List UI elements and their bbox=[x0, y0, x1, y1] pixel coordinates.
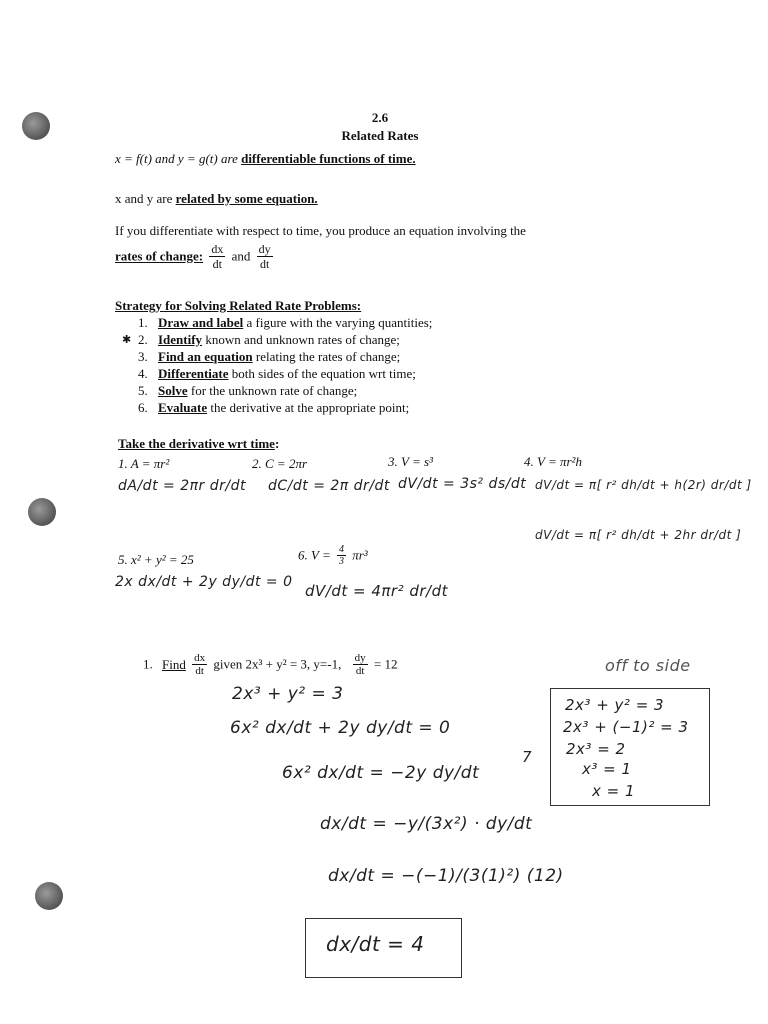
strategy-item-keyword: Differentiate bbox=[158, 366, 229, 381]
work-step-1: 2x³ + y² = 3 bbox=[232, 684, 344, 704]
strategy-item bbox=[138, 349, 432, 366]
hw-answer-2: dC/dt = 2π dr/dt bbox=[268, 478, 390, 494]
example-given: given 2x³ + y² = 3, y=-1, bbox=[213, 656, 342, 672]
strategy-item bbox=[138, 383, 432, 400]
intro-line-2 bbox=[115, 191, 318, 207]
side-step-2: 2x³ + (−1)² = 3 bbox=[563, 718, 689, 736]
rates-line bbox=[115, 242, 276, 271]
side-step-1: 2x³ + y² = 3 bbox=[565, 696, 665, 714]
example-dx-num: dx bbox=[194, 652, 206, 664]
hw-answer-5: 2x dx/dt + 2y dy/dt = 0 bbox=[115, 574, 293, 590]
four-thirds-den: 3 bbox=[338, 556, 344, 567]
strategy-item-number: 1. bbox=[138, 315, 148, 330]
intro-line-3: If you differentiate with respect to time, you produce an equation involving the bbox=[115, 223, 526, 238]
problem-4: 4. V = πr²h bbox=[524, 454, 582, 469]
work-step-3: 6x² dx/dt = −2y dy/dt bbox=[282, 763, 480, 783]
problem-5: 5. x² + y² = 25 bbox=[118, 552, 194, 567]
hw-answer-3: dV/dt = 3s² ds/dt bbox=[398, 476, 527, 492]
side-step-4: x³ = 1 bbox=[582, 760, 632, 778]
example-number: 1. bbox=[143, 656, 153, 672]
example-dx-dt bbox=[192, 652, 207, 677]
hw-answer-1: dA/dt = 2πr dr/dt bbox=[118, 478, 246, 494]
strategy-item bbox=[138, 366, 432, 383]
example-dy-num: dy bbox=[354, 652, 366, 664]
strategy-item-text: for the unknown rate of change; bbox=[187, 383, 358, 398]
punch-hole-bottom bbox=[35, 882, 63, 910]
example-find: Find bbox=[162, 656, 186, 672]
work-step-5: dx/dt = −(−1)/(3(1)²) (12) bbox=[328, 866, 564, 886]
example-value: = 12 bbox=[373, 656, 398, 672]
side-step-5: x = 1 bbox=[592, 782, 636, 800]
example-dy-den: dt bbox=[355, 665, 365, 677]
derivs-title-text: Take the derivative wrt time bbox=[118, 436, 275, 451]
strategy-item-text: a figure with the varying quantities; bbox=[243, 315, 433, 330]
derivs-title-colon: : bbox=[274, 436, 280, 451]
dx-num: dx bbox=[211, 242, 224, 256]
section-number: 2.6 bbox=[371, 110, 389, 125]
strategy-item-keyword: Find an equation bbox=[158, 349, 253, 364]
work-step-2: 6x² dx/dt + 2y dy/dt = 0 bbox=[230, 718, 451, 738]
strategy-item-number: 4. bbox=[138, 366, 148, 381]
dy-num: dy bbox=[258, 242, 271, 256]
strategy-list bbox=[138, 315, 432, 417]
punch-hole-middle bbox=[28, 498, 56, 526]
side-step-3: 2x³ = 2 bbox=[566, 740, 626, 758]
strategy-item bbox=[138, 332, 432, 349]
dy-dt-fraction bbox=[257, 242, 273, 271]
example-dy-dt bbox=[353, 652, 368, 677]
problem-6-post: πr³ bbox=[352, 547, 368, 563]
strategy-item-text: both sides of the equation wrt time; bbox=[228, 366, 416, 381]
dx-den: dt bbox=[212, 257, 223, 271]
intro-math-1: x = f(t) and y = g(t) are bbox=[115, 151, 238, 166]
problem-1: 1. A = πr² bbox=[118, 456, 170, 471]
four-thirds-num: 4 bbox=[338, 544, 344, 555]
page-title: Related Rates bbox=[341, 128, 419, 143]
strategy-item-keyword: Solve bbox=[158, 383, 188, 398]
work-step-6: dx/dt = 4 bbox=[326, 932, 425, 956]
intro-line-1 bbox=[115, 151, 416, 167]
side-arrow: 7 bbox=[522, 748, 533, 766]
strategy-item bbox=[138, 400, 432, 417]
strategy-item-number: 6. bbox=[138, 400, 148, 415]
strategy-item-text: the derivative at the appropriate point; bbox=[207, 400, 410, 415]
strategy-star: ✱ bbox=[122, 334, 132, 346]
strategy-item-keyword: Identify bbox=[158, 332, 203, 347]
strategy-item-text: relating the rates of change; bbox=[252, 349, 401, 364]
intro-text-2: x and y are bbox=[115, 191, 173, 206]
intro-emph-2: related by some equation. bbox=[175, 191, 318, 206]
work-step-4: dx/dt = −y/(3x²) · dy/dt bbox=[320, 814, 533, 834]
problem-6-pre: 6. V = bbox=[298, 547, 331, 563]
strategy-item-number: 5. bbox=[138, 383, 148, 398]
example-dx-den: dt bbox=[195, 665, 204, 677]
problem-3: 3. V = s³ bbox=[388, 454, 433, 469]
example-prompt bbox=[143, 652, 397, 677]
strategy-item bbox=[138, 315, 432, 332]
dy-den: dt bbox=[259, 257, 270, 271]
four-thirds-fraction bbox=[337, 544, 346, 567]
punch-hole-top bbox=[22, 112, 50, 140]
strategy-item-keyword: Draw and label bbox=[158, 315, 244, 330]
side-note: off to side bbox=[605, 656, 691, 675]
hw-answer-4b: dV/dt = π[ r² dh/dt + 2hr dr/dt ] bbox=[535, 528, 742, 542]
rates-label: rates of change: bbox=[115, 248, 204, 264]
derivs-title bbox=[118, 436, 279, 452]
problem-6 bbox=[298, 544, 368, 567]
hw-answer-4a: dV/dt = π[ r² dh/dt + h(2r) dr/dt ] bbox=[535, 478, 752, 492]
strategy-item-number: 2. bbox=[138, 332, 148, 347]
strategy-item-number: 3. bbox=[138, 349, 148, 364]
strategy-item-text: known and unknown rates of change; bbox=[202, 332, 400, 347]
hw-answer-6: dV/dt = 4πr² dr/dt bbox=[305, 582, 449, 600]
and-text: and bbox=[231, 248, 251, 264]
strategy-title: Strategy for Solving Related Rate Problems: bbox=[115, 298, 362, 313]
dx-dt-fraction bbox=[209, 242, 225, 271]
strategy-item-keyword: Evaluate bbox=[158, 400, 208, 415]
problem-2: 2. C = 2πr bbox=[252, 456, 308, 471]
intro-emph-1: differentiable functions of time. bbox=[241, 151, 416, 166]
